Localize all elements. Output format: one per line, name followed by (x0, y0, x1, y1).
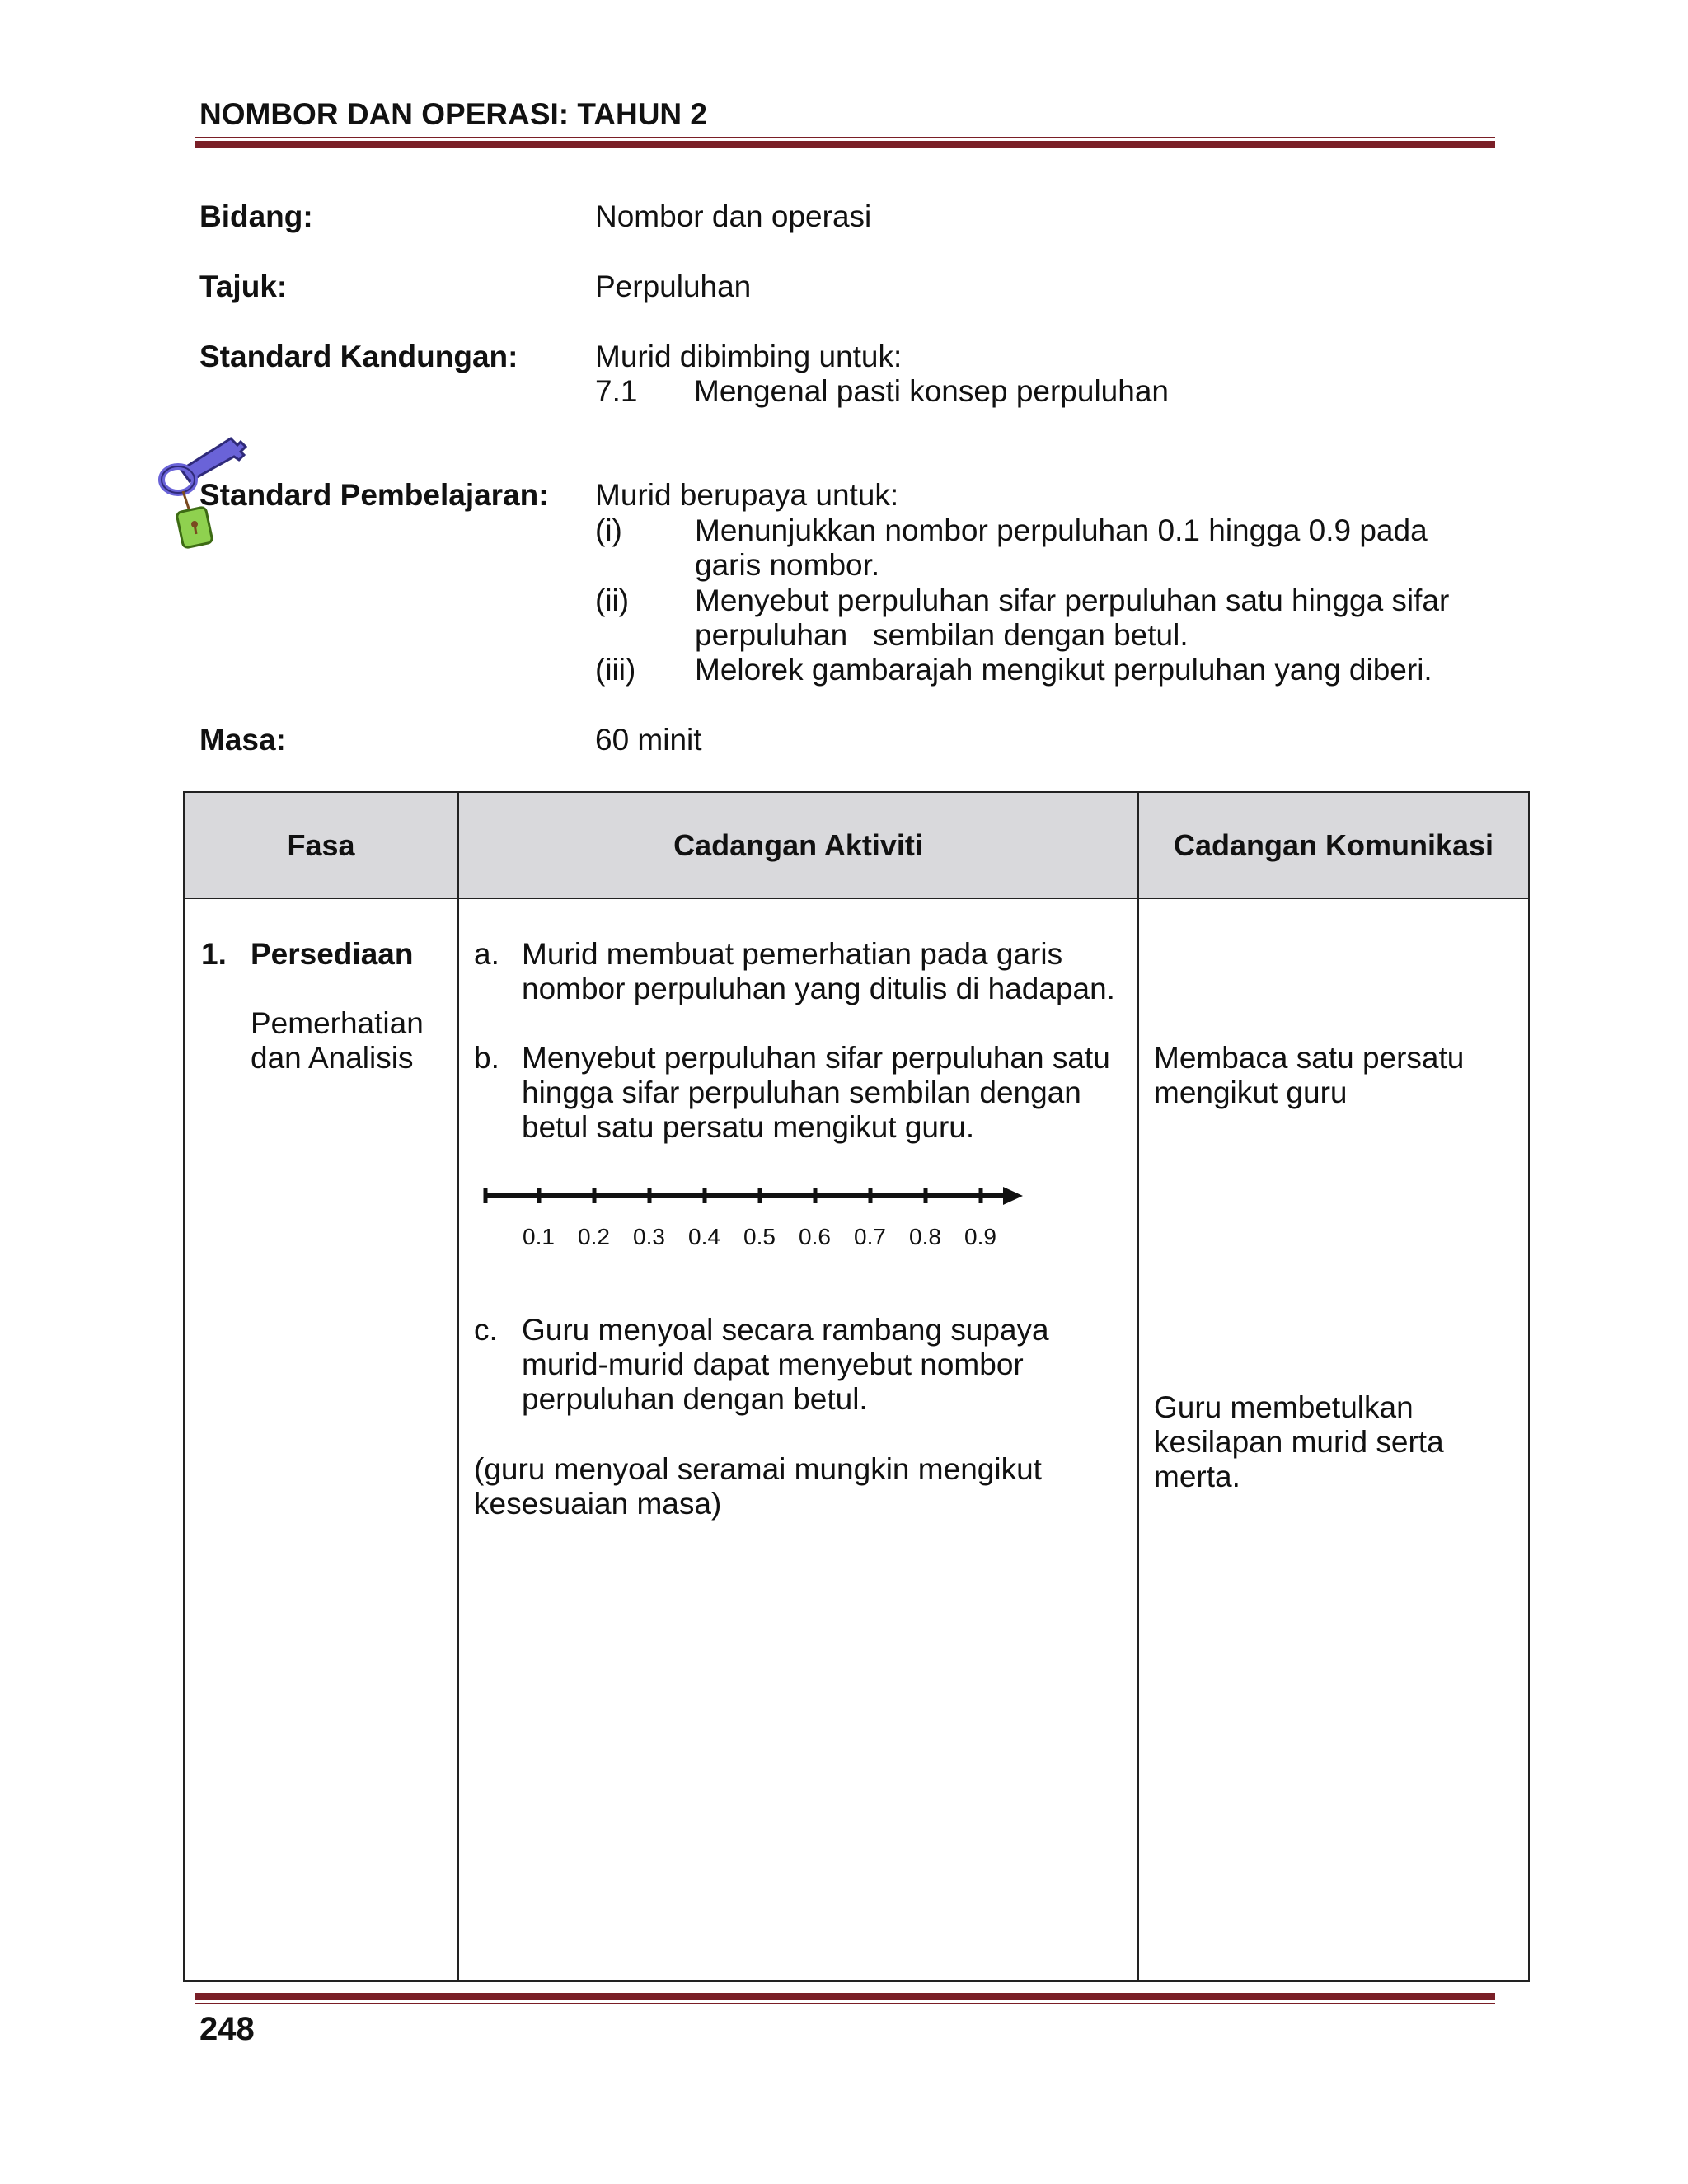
standard-pembelajaran-intro: Murid berupaya untuk: (595, 478, 899, 512)
number-line-label: 0.3 (633, 1224, 665, 1249)
header-cadangan-komunikasi: Cadangan Komunikasi (1138, 792, 1529, 898)
number-line-label: 0.4 (688, 1224, 720, 1249)
communication-text: merta. (1154, 1460, 1240, 1493)
number-line-arrow-icon (1003, 1187, 1023, 1205)
number-line-label: 0.1 (523, 1224, 555, 1249)
activity-marker: b. (474, 1041, 499, 1075)
activity-cell (458, 898, 1138, 1981)
masa-label: Masa: (199, 723, 286, 757)
masa-value: 60 minit (595, 723, 702, 757)
standard-kandungan-intro: Murid dibimbing untuk: (595, 340, 903, 373)
number-line-label: 0.8 (909, 1224, 941, 1249)
sp-item-number: (i) (595, 513, 622, 547)
number-line-label: 0.9 (964, 1224, 996, 1249)
activity-text: Guru menyoal secara rambang supaya (522, 1313, 1049, 1347)
header-cadangan-aktiviti: Cadangan Aktiviti (458, 792, 1138, 898)
tajuk-value: Perpuluhan (595, 269, 752, 303)
bidang-label: Bidang: (199, 199, 313, 233)
bidang-value: Nombor dan operasi (595, 199, 872, 233)
footer-rule (195, 1993, 1495, 2004)
sp-item-number: (iii) (595, 653, 636, 687)
activity-marker: a. (474, 937, 499, 971)
number-line-label: 0.5 (743, 1224, 776, 1249)
fasa-subtitle: Pemerhatian (251, 1006, 424, 1040)
activity-text: Murid membuat pemerhatian pada garis (522, 937, 1063, 971)
page-header-title: NOMBOR DAN OPERASI: TAHUN 2 (199, 97, 707, 131)
activity-text: hingga sifar perpuluhan sembilan dengan (522, 1076, 1081, 1109)
sp-item-text: garis nombor. (695, 548, 880, 582)
sp-item-text: Melorek gambarajah mengikut perpuluhan yang diberi. (695, 653, 1432, 687)
lesson-table (183, 791, 1530, 1982)
standard-pembelajaran-label: Standard Pembelajaran: (199, 478, 549, 512)
header-fasa: Fasa (184, 792, 458, 898)
activity-text: Menyebut perpuluhan sifar perpuluhan satu (522, 1041, 1110, 1075)
communication-text: Guru membetulkan (1154, 1390, 1414, 1424)
header-rule (195, 137, 1495, 148)
communication-text: kesilapan murid serta (1154, 1425, 1444, 1459)
number-line-label: 0.6 (799, 1224, 831, 1249)
number-line-label: 0.7 (854, 1224, 886, 1249)
standard-kandungan-text: Mengenal pasti konsep perpuluhan (694, 374, 1169, 408)
fasa-cell (184, 898, 458, 1981)
activity-text: nombor perpuluhan yang ditulis di hadapan. (522, 972, 1115, 1005)
standard-kandungan-label: Standard Kandungan: (199, 340, 518, 373)
activity-text: perpuluhan dengan betul. (522, 1382, 868, 1416)
tajuk-label: Tajuk: (199, 269, 288, 303)
number-line (476, 1179, 1036, 1212)
activity-note: (guru menyoal seramai mungkin mengikut (474, 1452, 1042, 1486)
sp-item-text: Menyebut perpuluhan sifar perpuluhan satu hingga sifar (695, 583, 1450, 617)
communication-text: Membaca satu persatu (1154, 1041, 1465, 1075)
activity-marker: c. (474, 1313, 498, 1347)
page-number: 248 (199, 2011, 255, 2047)
sp-item-text: Menunjukkan nombor perpuluhan 0.1 hingga 0.9 pada (695, 513, 1428, 547)
fasa-number: 1. (201, 937, 227, 971)
fasa-subtitle: dan Analisis (251, 1041, 414, 1075)
activity-text: murid-murid dapat menyebut nombor (522, 1347, 1024, 1381)
fasa-title: Persediaan (251, 937, 414, 971)
activity-note: kesesuaian masa) (474, 1487, 722, 1521)
sp-item-number: (ii) (595, 583, 630, 617)
communication-cell (1138, 898, 1529, 1981)
sp-item-text: perpuluhan sembilan dengan betul. (695, 618, 1189, 652)
standard-kandungan-number: 7.1 (595, 374, 638, 408)
communication-text: mengikut guru (1154, 1076, 1348, 1109)
number-line-label: 0.2 (578, 1224, 610, 1249)
activity-text: betul satu persatu mengikut guru. (522, 1110, 975, 1144)
